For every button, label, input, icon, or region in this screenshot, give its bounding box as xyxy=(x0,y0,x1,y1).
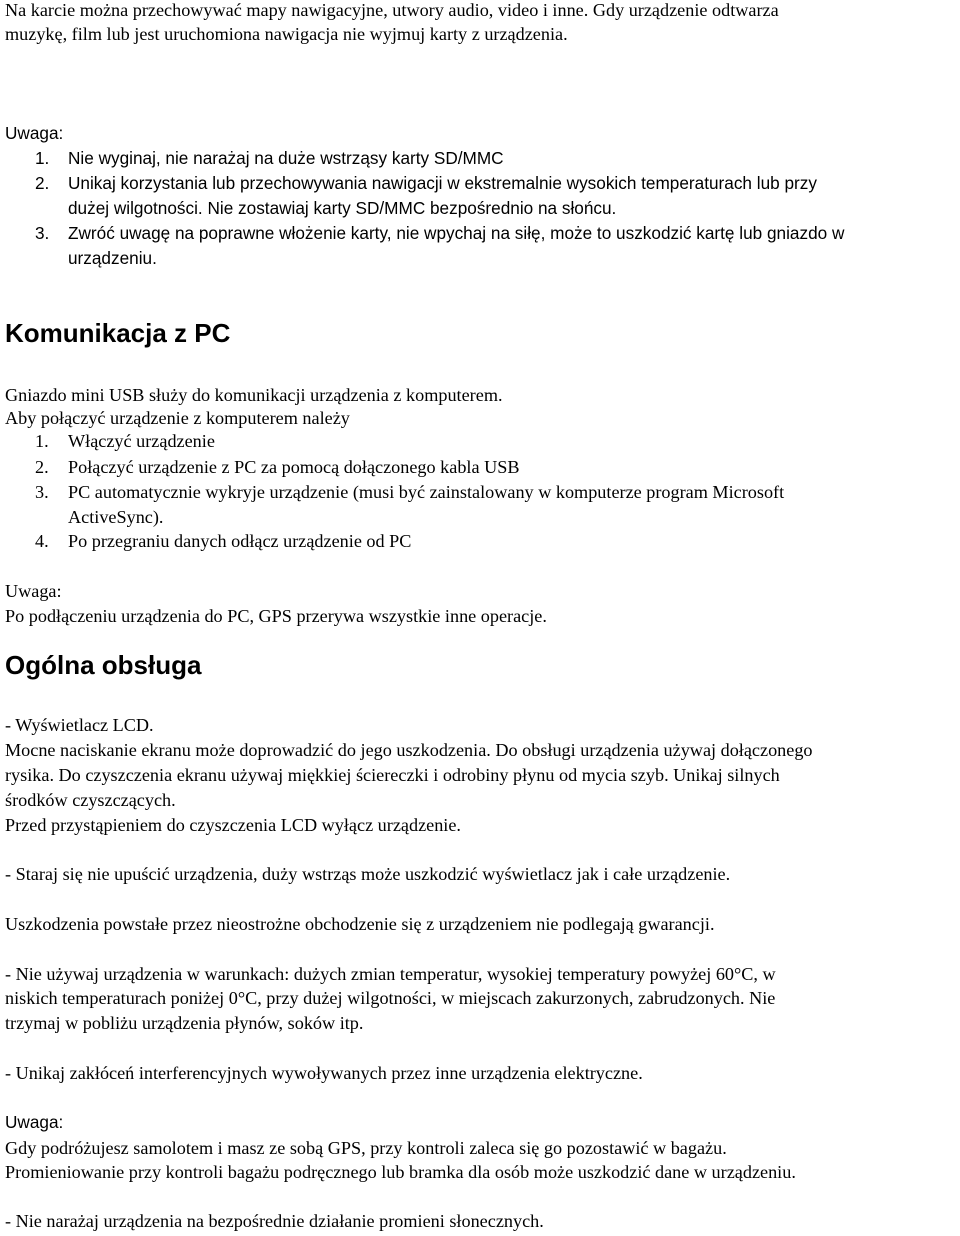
general-lcd: - Wyświetlacz LCD. xyxy=(5,715,154,735)
pc-step-1 xyxy=(0,429,960,453)
general-paragraph-line-1: Mocne naciskanie ekranu może doprowadzić do jego uszkodzenia. Do obsługi urządzenia używaj dołączonego xyxy=(5,740,813,760)
general-interference: - Unikaj zakłóceń interferencyjnych wywoływanych przez inne urządzenia elektryczne. xyxy=(5,1063,643,1083)
intro-line-1: Na karcie można przechowywać mapy nawigacyjne, utwory audio, video i inne. Gdy urządzenie odtwarza xyxy=(5,0,779,20)
general-conditions-line-2: niskich temperaturach poniżej 0°C, przy dużej wilgotności, w miejscach zakurzonych, zabrudzonych. Nie xyxy=(5,988,776,1008)
general-drop-warning: - Staraj się nie upuścić urządzenia, duży wstrząs może uszkodzić wyświetlacz jak i całe urządzenie. xyxy=(5,864,731,884)
general-paragraph-line-2: rysika. Do czyszczenia ekranu używaj miękkiej ściereczki i odrobiny płynu od mycia szyb. Unikaj silnych xyxy=(5,765,780,785)
warning-item-text: Nie wyginaj, nie narażaj na duże wstrząsy karty SD/MMC xyxy=(68,148,504,168)
general-warning-line-2: Promieniowanie przy kontroli bagażu podręcznego lub bramka dla osób może uszkodzić dane w urządzeniu. xyxy=(5,1162,796,1182)
section-heading-pc: Komunikacja z PC xyxy=(5,318,231,348)
warning-item-3 xyxy=(0,221,960,245)
general-conditions-line-3: trzymaj w pobliżu urządzenia płynów, soków itp. xyxy=(5,1013,364,1033)
pc-step-2 xyxy=(0,455,960,479)
pc-step-text: PC automatycznie wykryje urządzenie (musi być zainstalowany w komputerze program Microsoft xyxy=(68,482,785,502)
general-sun-warning: - Nie narażaj urządzenia na bezpośrednie działanie promieni słonecznych. xyxy=(5,1211,544,1231)
pc-step-4 xyxy=(0,529,960,553)
warning-label: Uwaga: xyxy=(5,123,64,143)
pc-paragraph-2: Aby połączyć urządzenie z komputerem należy xyxy=(5,408,350,428)
general-warning-label: Uwaga: xyxy=(5,1112,64,1132)
pc-step-number: 4. xyxy=(35,531,49,551)
pc-step-3-continued: ActiveSync). xyxy=(68,507,164,527)
pc-note-label: Uwaga: xyxy=(5,581,62,601)
warning-item-2 xyxy=(0,171,960,195)
warning-item-text: Unikaj korzystania lub przechowywania nawigacji w ekstremalnie wysokich temperaturach lub przy xyxy=(68,173,817,193)
intro-line-2: muzykę, film lub jest uruchomiona nawigacja nie wyjmuj karty z urządzenia. xyxy=(5,24,568,44)
warning-item-number: 3. xyxy=(35,223,50,243)
general-warranty: Uszkodzenia powstałe przez nieostrożne obchodzenie się z urządzeniem nie podlegają gwarancji. xyxy=(5,914,715,934)
pc-step-text: Po przegraniu danych odłącz urządzenie od PC xyxy=(68,531,412,551)
general-conditions-line-1: - Nie używaj urządzenia w warunkach: dużych zmian temperatur, wysokiej temperatury powyżej 60°C, w xyxy=(5,964,776,984)
general-warning-line-1: Gdy podróżujesz samolotem i masz ze sobą GPS, przy kontroli zaleca się go pozostawić w bagażu. xyxy=(5,1138,727,1158)
pc-step-number: 2. xyxy=(35,457,49,477)
general-paragraph-line-3: środków czyszczących. xyxy=(5,790,176,810)
warning-item-number: 1. xyxy=(35,148,50,168)
pc-step-text: Połączyć urządzenie z PC za pomocą dołączonego kabla USB xyxy=(68,457,520,477)
warning-item-text: Zwróć uwagę na poprawne włożenie karty, nie wpychaj na siłę, może to uszkodzić kartę lub gniazdo w xyxy=(68,223,845,243)
warning-item-1 xyxy=(0,146,960,170)
pc-step-number: 1. xyxy=(35,431,49,451)
pc-step-number: 3. xyxy=(35,482,49,502)
pc-step-3 xyxy=(0,480,960,504)
pc-note-text: Po podłączeniu urządzenia do PC, GPS przerywa wszystkie inne operacje. xyxy=(5,606,547,626)
warning-item-2-continued: dużej wilgotności. Nie zostawiaj karty SD/MMC bezpośrednio na słońcu. xyxy=(68,198,617,218)
general-paragraph-line-4: Przed przystąpieniem do czyszczenia LCD wyłącz urządzenie. xyxy=(5,815,461,835)
section-heading-general: Ogólna obsługa xyxy=(5,650,202,680)
pc-step-text: Włączyć urządzenie xyxy=(68,431,215,451)
pc-paragraph-1: Gniazdo mini USB służy do komunikacji urządzenia z komputerem. xyxy=(5,385,503,405)
warning-item-number: 2. xyxy=(35,173,50,193)
warning-item-3-continued: urządzeniu. xyxy=(68,248,157,268)
